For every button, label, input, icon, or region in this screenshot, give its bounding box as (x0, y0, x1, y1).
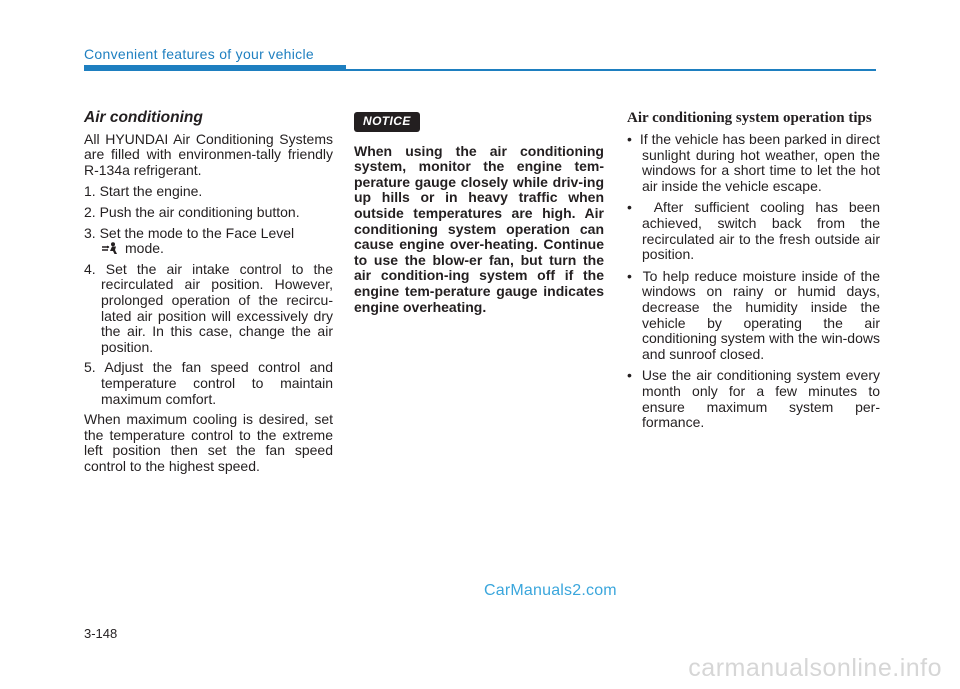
watermark-link[interactable]: CarManuals2.com (484, 582, 617, 599)
tip-item: • If the vehicle has been parked in direct sunlight during hot weather, open the windows for a short time to let the hot air inside the vehicle escape. (627, 131, 881, 194)
step-3-text: 3. Set the mode to the Face Level (84, 224, 295, 241)
air-conditioning-heading: Air conditioning (84, 109, 203, 126)
tip-item: • After sufficient cooling has been achieved, switch back from the recirculated air to the fresh outside air position. (627, 199, 880, 263)
step-1: 1. Start the engine. (84, 183, 203, 200)
step-4: 4. Set the air intake control to the recirculated air position. However, prolonged operation of the recircu-lated air position will excessively dry the air. In this case, change the air position. (84, 260, 333, 355)
intro-paragraph: All HYUNDAI Air Conditioning Systems are filled with environmen-tally friendly R-134a refrigerant. (84, 130, 333, 178)
middle-column (354, 110, 604, 315)
notice-text: When using the air conditioning system, monitor the engine tem-perature gauge closely while driv-ing up hills or in heavy traffic when outside temperatures are high. Air conditioning system operation can cause engine over-heating. Continue to use the blow-er fan, but turn the air condition-ing system off if the engine tem-perature gauge indicates engine overheating. (354, 142, 604, 315)
watermark-bottom: carmanualsonline.info (688, 654, 942, 682)
closing-paragraph: When maximum cooling is desired, set the temperature control to the extreme left position then set the fan speed control to the highest speed. (84, 411, 333, 474)
page-number: 3-148 (84, 626, 118, 641)
step-2: 2. Push the air conditioning button. (84, 203, 300, 220)
tip-item: • Use the air conditioning system every month only for a few minutes to ensure maximum system per-formance. (627, 367, 880, 431)
step-5: 5. Adjust the fan speed control and temperature control to maintain maximum comfort. (84, 359, 333, 407)
header-rule-accent (84, 65, 346, 71)
face-level-mode-icon (101, 242, 121, 255)
left-column (84, 110, 333, 480)
tips-heading: Air conditioning system operation tips (627, 110, 872, 126)
header-rule (346, 69, 876, 71)
right-column (627, 110, 880, 437)
section-title: Convenient features of your vehicle (84, 46, 314, 62)
step-3-suffix: mode. (125, 240, 164, 257)
notice-badge: NOTICE (354, 112, 420, 132)
step-3 (84, 226, 333, 257)
tip-item: • To help reduce moisture inside of the windows on rainy or humid days, decrease the humidity inside the vehicle by operating the air conditioning system with the win-dows and sunroof closed. (627, 267, 880, 362)
